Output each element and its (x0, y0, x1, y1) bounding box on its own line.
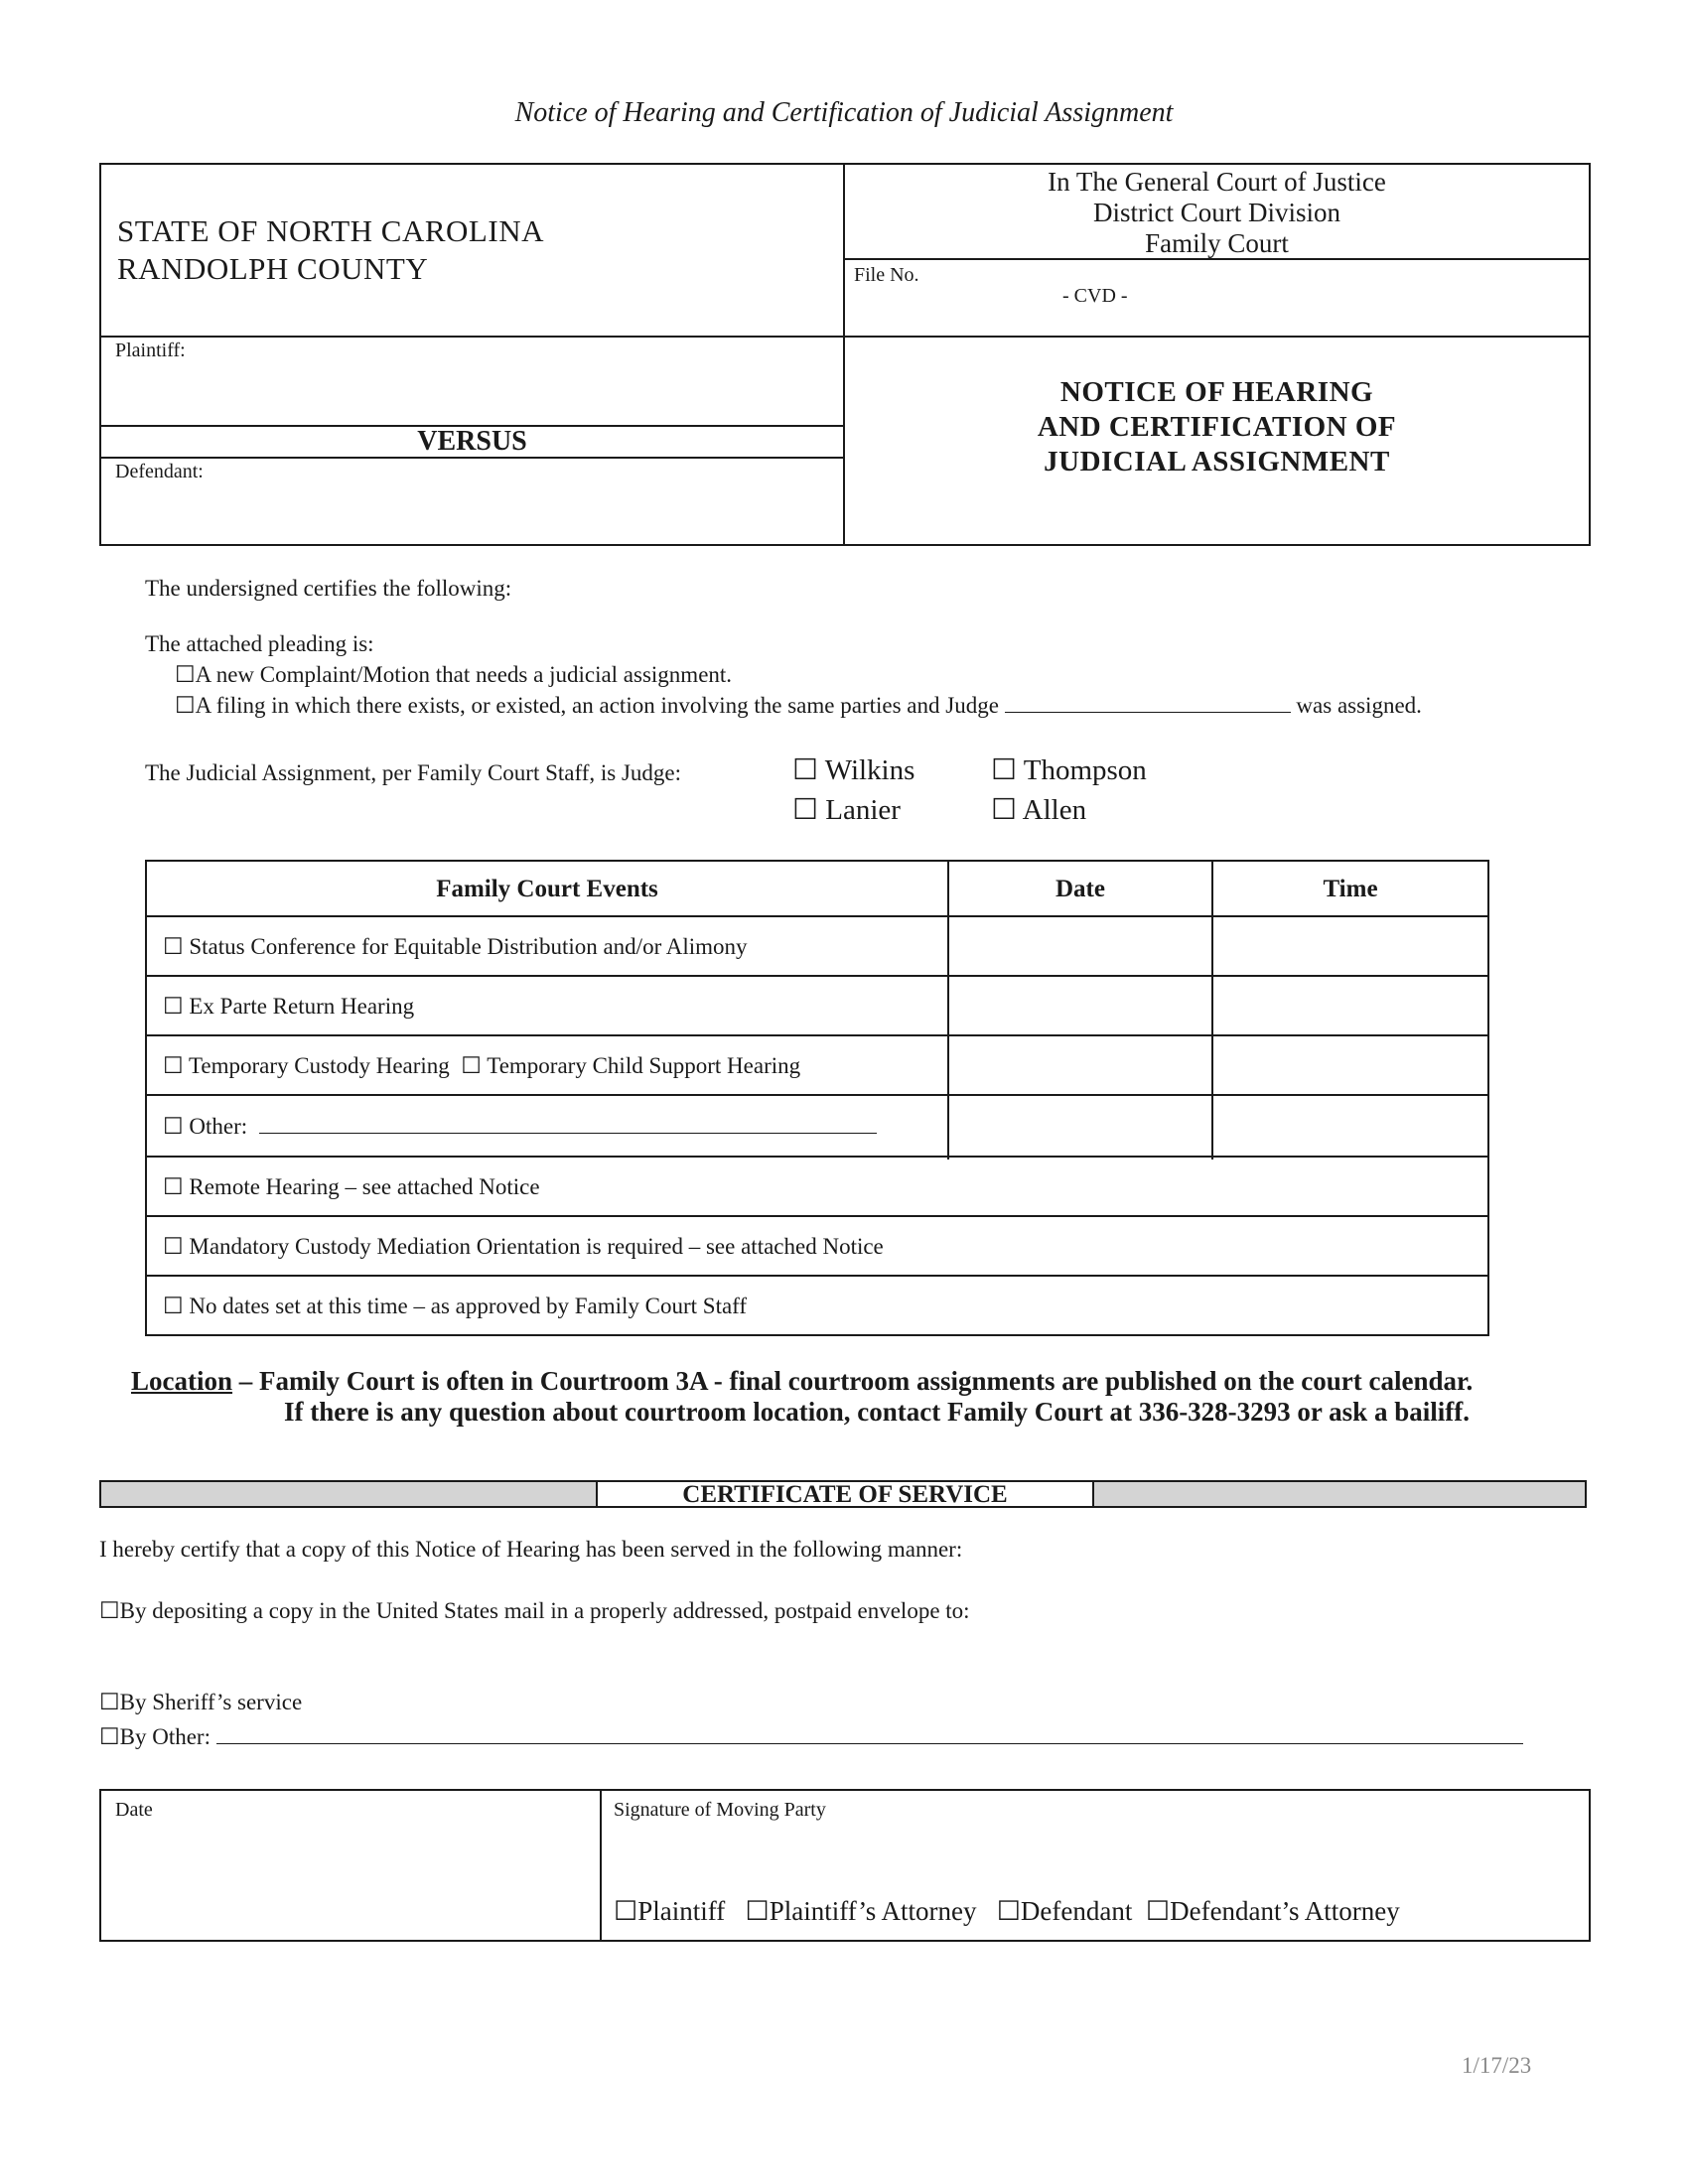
checkbox[interactable]: ☐ (175, 693, 196, 718)
date-field[interactable] (115, 1827, 588, 1926)
location-line: If there is any question about courtroom location, contact Family Court at 336-328-3293 or ask a bailiff. (284, 1397, 1470, 1427)
checkbox[interactable]: ☐ (163, 994, 184, 1019)
service-statement: I hereby certify that a copy of this Notice of Hearing has been served in the following manner: (99, 1537, 963, 1562)
checkbox[interactable]: ☐ (163, 1053, 184, 1078)
file-no-field[interactable]: - CVD - (1062, 285, 1128, 307)
checkbox[interactable]: ☐ (1145, 1896, 1171, 1926)
notice-title-line: NOTICE OF HEARING (1059, 376, 1374, 408)
certificate-of-service-title: CERTIFICATE OF SERVICE (596, 1480, 1094, 1508)
checkbox[interactable]: ☐ (991, 794, 1017, 826)
checkbox[interactable]: ☐ (99, 1724, 120, 1749)
checkbox[interactable]: ☐ (792, 794, 818, 826)
service-by-sheriff: ☐By Sheriff’s service (99, 1690, 303, 1714)
revision-date: 1/17/23 (1462, 2053, 1532, 2078)
time-header: Time (1323, 876, 1378, 902)
table-row: ☐ Ex Parte Return Hearing (163, 994, 415, 1019)
judge-option-wilkins[interactable]: ☐ Wilkins (792, 754, 915, 786)
location-label: Location (131, 1366, 233, 1396)
plaintiff-label: Plaintiff: (115, 340, 186, 361)
judge-option-lanier[interactable]: ☐ Lanier (792, 794, 901, 826)
checkbox[interactable]: ☐ (163, 1234, 184, 1259)
notice-title (845, 375, 1589, 479)
party-option-plaintiff-attorney[interactable]: ☐Plaintiff’s Attorney (745, 1896, 977, 1926)
court-line: Family Court (1145, 228, 1289, 258)
table-row: ☐ Temporary Custody Hearing ☐ Temporary Child Support Hearing (163, 1053, 801, 1078)
party-option-defendant-attorney[interactable]: ☐Defendant’s Attorney (1145, 1896, 1400, 1926)
county-name: RANDOLPH COUNTY (117, 251, 429, 286)
checkbox[interactable]: ☐ (991, 754, 1017, 786)
case-caption (99, 163, 1591, 546)
checkbox[interactable]: ☐ (792, 754, 818, 786)
court-line: District Court Division (1093, 198, 1340, 227)
checkbox[interactable]: ☐ (163, 1174, 184, 1199)
pleading-option-existing: ☐A filing in which there exists, or existed, an action involving the same parties and Judge was assigned. (175, 693, 1422, 718)
judge-option-thompson[interactable]: ☐ Thompson (991, 754, 1147, 786)
service-by-mail: ☐By depositing a copy in the United States mail in a properly addressed, postpaid envelope to: (99, 1598, 970, 1623)
notice-title-line: JUDICIAL ASSIGNMENT (1044, 446, 1390, 478)
checkbox[interactable]: ☐ (163, 1114, 184, 1139)
other-service-blank[interactable] (216, 1725, 1523, 1744)
location-line: – Family Court is often in Courtroom 3A - final courtroom assignments are published on the court calendar. (238, 1366, 1474, 1396)
judge-name-blank[interactable] (1005, 694, 1291, 713)
court-line: In The General Court of Justice (1048, 167, 1386, 197)
location-note (131, 1366, 1473, 1428)
table-row: ☐ Other: (163, 1097, 877, 1157)
other-event-blank[interactable] (259, 1115, 877, 1134)
signature-field[interactable] (614, 1827, 1567, 1886)
plaintiff-field[interactable] (115, 365, 830, 421)
table-row: ☐ Remote Hearing – see attached Notice (163, 1174, 540, 1199)
checkbox[interactable]: ☐ (163, 1294, 184, 1318)
events-table (145, 860, 1489, 1336)
party-option-plaintiff[interactable]: ☐Plaintiff (614, 1896, 726, 1926)
events-header: Family Court Events (436, 876, 658, 902)
checkbox[interactable]: ☐ (99, 1598, 120, 1623)
checkbox[interactable]: ☐ (614, 1896, 638, 1926)
certifies-intro: The undersigned certifies the following: (145, 576, 512, 601)
date-header: Date (1055, 876, 1105, 902)
caption-divider (101, 336, 1589, 338)
signature-block (99, 1789, 1591, 1942)
service-by-other: ☐By Other: (99, 1724, 1523, 1750)
checkbox[interactable]: ☐ (996, 1896, 1021, 1926)
state-county (117, 212, 544, 288)
form-title: Notice of Hearing and Certification of Judicial Assignment (514, 97, 1174, 128)
judge-option-allen[interactable]: ☐ Allen (991, 794, 1087, 826)
notice-title-line: AND CERTIFICATION OF (1037, 411, 1397, 443)
checkbox[interactable]: ☐ (745, 1896, 770, 1926)
checkbox[interactable]: ☐ (99, 1690, 120, 1714)
date-label: Date (115, 1799, 153, 1821)
checkbox[interactable]: ☐ (461, 1053, 482, 1078)
table-row: ☐ No dates set at this time – as approved by Family Court Staff (163, 1294, 748, 1318)
defendant-label: Defendant: (115, 461, 204, 482)
defendant-field[interactable] (115, 486, 830, 540)
table-row: ☐ Mandatory Custody Mediation Orientation is required – see attached Notice (163, 1234, 884, 1259)
court-name (845, 165, 1589, 259)
file-no-label: File No. (854, 264, 919, 286)
table-row: ☐ Status Conference for Equitable Distribution and/or Alimony (163, 934, 748, 959)
checkbox[interactable]: ☐ (163, 934, 184, 959)
pleading-label: The attached pleading is: (145, 631, 374, 656)
pleading-option-new: ☐A new Complaint/Motion that needs a judicial assignment. (175, 662, 733, 687)
signature-divider (600, 1791, 602, 1940)
state-name: STATE OF NORTH CAROLINA (117, 213, 544, 248)
checkbox[interactable]: ☐ (175, 662, 196, 687)
signature-label: Signature of Moving Party (614, 1799, 826, 1821)
caption-divider (101, 457, 843, 459)
versus-label: VERSUS (417, 426, 527, 457)
judicial-assignment-label: The Judicial Assignment, per Family Court Staff, is Judge: (145, 760, 682, 785)
moving-party-options (614, 1896, 1400, 1927)
party-option-defendant[interactable]: ☐Defendant (996, 1896, 1133, 1926)
certificate-of-service-bar (99, 1480, 1587, 1508)
